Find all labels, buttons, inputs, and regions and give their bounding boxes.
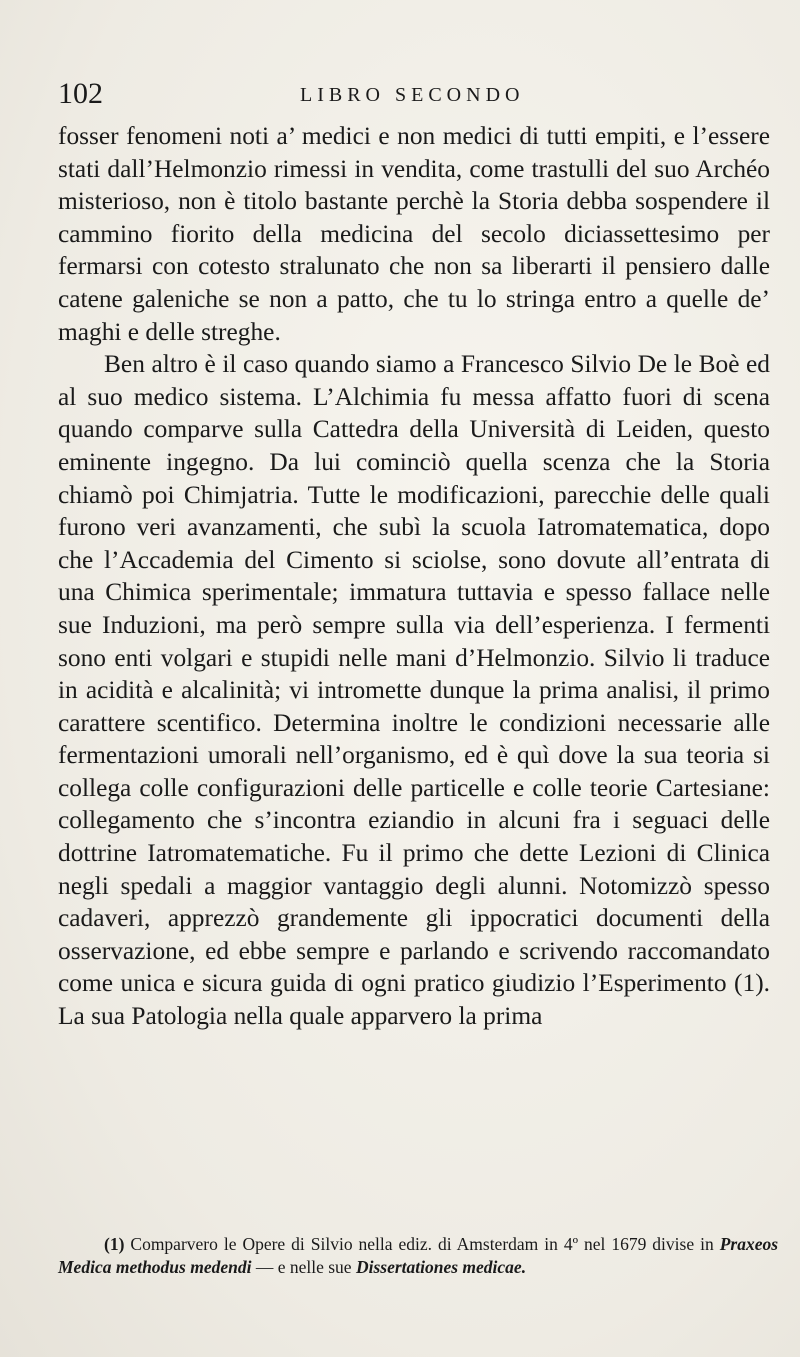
footnote-text-before: Comparvero le Opere di Silvio nella ediz. di Amsterdam in 4º nel 1679 divise in — [130, 1234, 714, 1254]
footnote-mark: (1) — [104, 1234, 125, 1254]
running-title: LIBRO SECONDO — [300, 84, 525, 106]
footnote-1 — [58, 1233, 778, 1279]
footnotes — [58, 1233, 778, 1279]
body-text — [58, 120, 770, 1033]
footnote-title-dissertationes: Dissertationes medicae. — [355, 1257, 527, 1277]
paragraph-silvio: Ben altro è il caso quando siamo a Francesco Silvio De le Boè ed al suo medico sistema. L’Alchimia fu messa affatto fuori di scena quando comparve sulla Cattedra della Università di Leiden, questo eminente ingegno. Da lui cominciò quella scenza che la Storia chiamò poi Chimjatria. Tutte le modificazioni, parecchie delle quali furono veri avanzamenti, che subì la scuola Iatromatematica, dopo che l’Accademia del Cimento si sciolse, sono dovute all’entrata di una Chimica sperimentale; immatura tuttavia e spesso fallace nelle sue Induzioni, ma però sempre sulla via dell’esperienza. I fermenti sono enti volgari e stupidi nelle mani d’Helmonzio. Silvio li traduce in acidità e alcalinità; vi intromette dunque la prima analisi, il primo carattere scentifico. Determina inoltre le condizioni necessarie alle fermentazioni umorali nell’organismo, ed è quì dove la sua teoria si collega colle configurazioni delle particelle e colle teorie Cartesiane: collegamento che s’incontra eziandio in alcuni fra i seguaci delle dottrine Iatromatematiche. Fu il primo che dette Lezioni di Clinica negli spedali a maggior vantaggio degli alunni. Notomizzò spesso cadaveri, apprezzò grandemente gli ippocratici documenti della osservazione, ed ebbe sempre e parlando e scrivendo raccomandato come unica e sicura guida di ogni pratico giudizio l’Esperimento (1). La sua Patologia nella quale apparvero la prima — [58, 350, 770, 1031]
page-number: 102 — [58, 77, 103, 110]
footnote-title-praxeos: Praxeos Medica methodus medendi — [58, 1234, 779, 1277]
paragraph-continuation: fosser fenomeni noti a’ medici e non medici di tutti empiti, e l’essere stati dall’Helmonzio rimessi in vendita, come trastulli del suo Archéo misterioso, non è titolo bastante perchè la Storia debba sospendere il cammino fiorito della medicina del secolo diciassettesimo per fermarsi con cotesto stralunato che non sa liberarti il pensiero dalle catene galeniche se non a patto, che tu lo stringa entro a quelle de’ maghi e delle streghe. — [58, 122, 770, 346]
running-head — [58, 76, 760, 112]
footnote-text-middle: — e nelle sue — [255, 1257, 352, 1277]
